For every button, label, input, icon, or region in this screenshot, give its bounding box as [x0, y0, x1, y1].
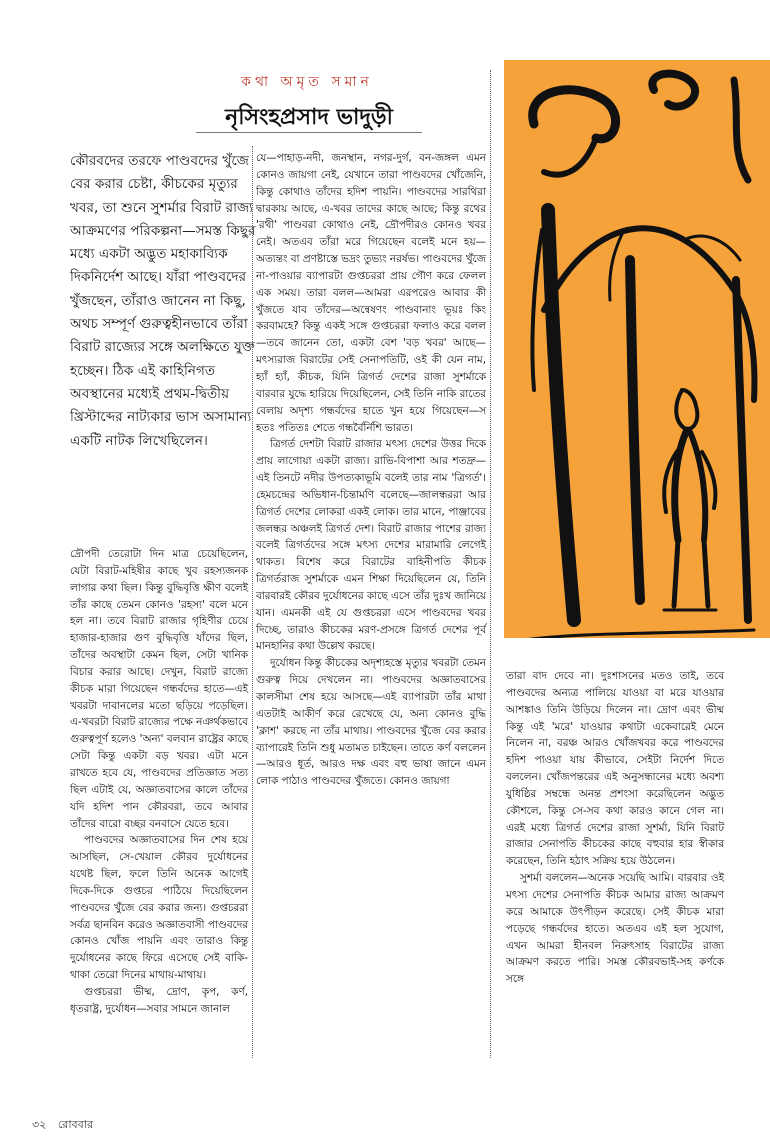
paragraph: পাণ্ডবদের অজ্ঞাতবাসের দিন শেষ হয়ে আসছিল, সে-খেয়াল কৌরব দুর্যোধনের যথেষ্ট ছিল, ফলে তিনি অনেক আগেই দিকে-দিকে গুপ্তচর পাঠিয়ে দিয়েছিলেন পাণ্ডবদের খুঁজে বের করার জন্য। গুপ্তচররা সর্বত্র ছানবিন করেও অজ্ঞাতবাসী পাণ্ডবদের কোনও খোঁজ পায়নি এবং তারাও কিন্তু দুর্যোধনের কাছে ফিরে এসেছে সেই বাকি-থাকা তেরো দিনের মাথায়-মাথায়।	[70, 834, 248, 982]
page-number: ৩২	[32, 1118, 47, 1131]
paragraph: দুর্যোধন কিন্তু কীচকের অদৃশ্যহস্তে মৃত্যুর খবরটা তেমন গুরুত্ব দিয়ে দেখলেন না। পাণ্ডবদের অজ্ঞাতবাসের কালসীমা শেষ হয়ে আসছে—এই ব্যাপারটা তাঁর মাথা এতটাই আকীর্ণ করে রেখেছে যে, অন্য কোনও বুদ্ধি 'ক্লাশ' করছে না তাঁর মাথায়। পাণ্ডবদের খুঁজে বের করার ব্যাপারেই তিনি শুধু মতামত চাইছেন। তাতে কর্ণ বললেন—আরও ধূর্ত, আরও দক্ষ এবং বহু ভাষা জানে এমন লোক পাঠাও পাণ্ডবদের খুঁজতে। কোনও জায়গা	[256, 657, 486, 788]
paragraph: গুপ্তচররা ভীষ্ম, দ্রোণ, কৃপ, কর্ণ, ধৃতরাষ্ট্র, দুর্যোধন—সবার সামনে জানাল	[70, 985, 248, 1015]
page-footer	[32, 1116, 101, 1135]
intro-text: কৌরবদের তরফে পাণ্ডবদের খুঁজে বের করার চেষ্টা, কীচকের মৃত্যুর খবর, তা শুনে সুশর্মার বিরাট রাজ্য আক্রমণের পরিকল্পনা—সমস্ত কিছুর মধ্যে একটা অদ্ভুত মহাকাব্যিক দিকনির্দেশ আছে। যাঁরা পাণ্ডবদের খুঁজছেন, তাঁরাও জানেন না কিছু, অথচ সম্পূর্ণ গুরুত্বহীনভাবে তাঁরা বিরাট রাজ্যের সঙ্গে অলক্ষিতে যুক্ত হচ্ছেন। ঠিক এই কাহিনিগত অবস্থানের মধ্যেই প্রথম-দ্বিতীয় খ্রিস্টাব্দের নাট্যকার ভাস অসামান্য একটি নাটক লিখেছিলেন।	[70, 153, 256, 449]
paragraph: তারা বাদ দেবে না। দুঃশাসনের মতও তাই, তবে পাণ্ডবদের অন্যত্র পালিয়ে যাওয়া বা মরে যাওয়ার আশঙ্কাও তিনি উড়িয়ে দিলেন না। দ্রোণ এবং ভীষ্ম কিন্তু এই 'মরে' যাওয়ার কথাটা একেবারেই মেনে নিলেন না, বরঞ্চ আরও খোঁজখবর করে পাণ্ডবদের হদিশ পাওয়া যায় কীভাবে, সেইটা নির্দেশ দিতে বললেন। খোঁজপন্তরের এই অনুসন্ধানের মধ্যে অবশ্য যুধিষ্ঠির সম্বন্ধে অনন্ত প্রশংসা করেছিলেন অদ্ভুত কৌশলে, কিন্তু সে-সব কথা কারও কানে গেল না। এরই মধ্যে ত্রিগর্ত দেশের রাজা সুশর্মা, যিনি বিরাট রাজার সেনাপতি কীচকের কাছে বহুবার হার স্বীকার করেছেন, তিনি হঠাৎ সক্রিয় হয়ে উঠলেন।	[506, 670, 724, 868]
intro-standfirst	[70, 150, 260, 453]
paragraph: যে—পাহাড়-নদী, জনস্থান, নগর-দুর্গ, বন-জঙ্গল এমন কোনও জায়গা নেই, যেখানে তারা পাণ্ডবদের খোঁজেনি, কিন্তু কোথাও তাঁদের হদিশ পায়নি। পাণ্ডবদের সারথিরা দ্বারকায় আছে, এ-খবর তাদের কাছে আছে; কিন্তু রথের 'রথী' পাণ্ডবরা কোথাও নেই, দ্রৌপদীরও কোনও খবর নেই। অতএব তাঁরা মরে গিয়েছেন বলেই মনে হয়—অত্যন্তং বা প্রণষ্টাস্তে ভদ্রং তুভ্যং নরর্ষভ। পাণ্ডবদের খুঁজে না-পাওয়ার ব্যাপারটা গুপ্তচররা প্রায় গৌণ করে ফেলল এক সময়। তারা বলল—আমরা এরপরেও আবার কী খুঁজতে যাব তাঁদের—অন্বেষণং পাণ্ডবানাং ভূয়ঃ কিং করবামহে? কিন্তু একই সঙ্গে গুপ্তচররা ফলাও করে বলল—তবে জানেন তো, একটা বেশ 'বড় খবর' আছে—মৎস্যরাজ বিরাটের সেই সেনাপতিটি, ওই কী যেন নাম, হ্যাঁ হ্যাঁ, কীচক, যিনি ত্রিগর্ত দেশের রাজা সুশর্মাকে বারবার যুদ্ধে হারিয়ে দিয়েছিলেন, সেই তিনি নাকি রাতের বেলায় অদৃশ্য গন্ধর্বদের হাতে খুন হয়ে গিয়েছেন—স হতঃ পতিতঃ শেতে গন্ধর্বৈর্নিশি ভারত।	[256, 152, 486, 434]
author-underline	[196, 132, 422, 133]
publication-name: রোববার	[57, 1118, 94, 1131]
paragraph: দ্রৌপদী তেরোটা দিন মাত্র চেয়েছিলেন, যেটা বিরাট-মহিষীর কাছে খুব রহস্যজনক লাগার কথা ছিল। কিন্তু বুদ্ধিবৃত্তি ক্ষীণ বলেই তাঁর কাছে তেমন কোনও 'রহস্য' বলে মনে হল না। তবে বিরাট রাজার গৃহিণীর চেয়ে হাজার-হাজার গুণ বুদ্ধিবৃত্তি যাঁদের ছিল, তাঁদের অবস্থাটা কেমন ছিল, সেটা খানিক বিচার করার আছে। দেখুন, বিরাট রাজ্যে কীচক মারা গিয়েছেন গন্ধর্বদের হাতে—এই খবরটা দাবানলের মতো ছড়িয়ে পড়েছিল। এ-খবরটা বিরাট রাজ্যের পক্ষে নঞর্থকভাবে গুরুত্বপূর্ণ হলেও 'অন্য' বলবান রাষ্ট্রের কাছে সেটা কিন্তু একটা বড় খবর। এটা মনে রাখতে হবে যে, পাণ্ডবদের প্রতিজ্ঞাত সত্য ছিল এটাই যে, অজ্ঞাতবাসের কালে তাঁদের যদি হদিশ পান কৌরবরা, তবে আবার তাঁদের বারো বচ্ছর বনবাসে যেতে হবে।	[70, 548, 248, 830]
article-column-2	[256, 150, 486, 790]
series-title: কথা অমৃত সমান	[241, 74, 373, 90]
author-name: নৃসিংহপ্রসাদ ভাদুড়ী	[225, 105, 393, 130]
ink-brush-illustration	[504, 60, 770, 638]
column-separator-right	[490, 70, 491, 1058]
illustration	[504, 60, 770, 638]
column-separator-left	[252, 146, 253, 1058]
article-column-3	[506, 668, 724, 988]
paragraph: সুশর্মা বললেন—অনেক সয়েছি আমি। বারবার ওই মৎস্য দেশের সেনাপতি কীচক আমার রাজ্য আক্রমণ করে আমাকে উৎপীড়ন করেছে। সেই কীচক মারা পড়েছে গন্ধর্বদের হাতে। অতএব এই হল সুযোগ, এখন আমরা হীনবল নিরুৎসাহ বিরাটের রাজ্য আক্রমণ করতে পারি। সমস্ত কৌরবভাই-সহ কর্ণকে সঙ্গে	[506, 872, 724, 986]
article-column-1	[70, 546, 248, 1018]
paragraph: ত্রিগর্ত দেশটা বিরাট রাজার মৎস্য দেশের উত্তর দিকে প্রায় লাগোয়া একটা রাজ্য। রাভি-বিপাশা আর শতদ্রু—এই তিনটে নদীর উপত্যকাভূমি বলেই তার নাম 'ত্রিগর্ত'। হেমচন্দ্রের অভিধান-চিন্তামণি বলেছে—জালন্ধররা আর ত্রিগর্ত দেশের লোকরা একই লোক। তার মানে, পাঞ্জাবের জলন্ধর অঞ্চলই ত্রিগর্ত দেশ। বিরাট রাজার পাশের রাজ্য বলেই ত্রিগর্তদের সঙ্গে মৎস্য দেশের মারামারি লেগেই থাকত। বিশেষ করে বিরাটের বাহিনীপতি কীচক ত্রিগর্তরাজ সুশর্মাকে এমন শিক্ষা দিয়েছিলেন যে, তিনি বারবারই কৌরব দুর্যোধনের কাছে এসে তাঁর দুঃখ জানিয়ে যান। এমনকী এই যে গুপ্তচররা এসে পাণ্ডবদের খবর দিচ্ছে, তারাও কীচকের মরণ-প্রসঙ্গে ত্রিগর্ত দেশের পূর্ব মানহানির কথা উল্লেখ করছে।	[256, 438, 486, 653]
